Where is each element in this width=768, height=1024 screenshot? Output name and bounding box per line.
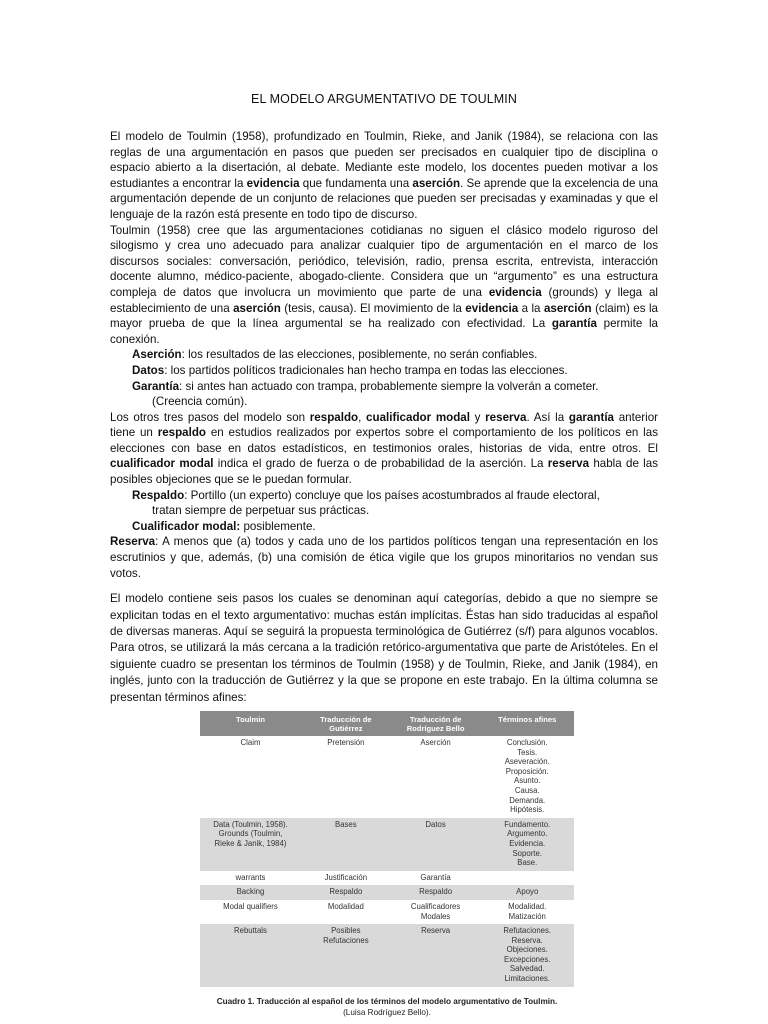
key-term: cualificador modal (366, 410, 470, 424)
paragraph-other-steps (110, 410, 658, 488)
caption-author: (Luisa Rodríguez Bello). (343, 1008, 431, 1017)
example-text: : los partidos políticos tradicionales han hecho trampa en todas las elecciones. (164, 363, 568, 377)
example-text: : A menos que (a) todos y cada uno de los partidos políticos tengan una representación en los escrutinios y que, además, (b) una comisión de ética vigile que los grupos minoritarios no vendan sus votos. (110, 535, 658, 580)
text-run: permite la conexión. (110, 317, 658, 346)
example-modal-qualifier (110, 519, 658, 535)
key-term: evidencia (465, 301, 519, 315)
text-run: indica el grado de fuerza o de probabilidad de la aserción. La (213, 457, 548, 471)
table-cell: Rebuttals (200, 924, 301, 987)
table-cell: Modal qualifiers (200, 900, 301, 924)
table-cell: Respaldo (301, 885, 391, 900)
table-cell: Fundamento. Argumento. Evidencia. Soporte. Base. (480, 818, 574, 871)
text-run: (claim) es la mayor prueba de que la línea argumental se ha realizado con efectividad. La (110, 301, 658, 331)
example-text: posiblemente. (240, 519, 316, 533)
text-run: anterior tiene un (110, 410, 659, 440)
example-warrant (110, 379, 658, 395)
key-term: evidencia (488, 285, 542, 299)
text-run: que fundamenta una (299, 176, 413, 190)
table-cell: Modalidad (301, 900, 391, 924)
key-term: reserva (485, 410, 527, 424)
example-warrant-note: (Creencia común). (152, 395, 248, 409)
example-label: Cualificador modal: (132, 519, 241, 533)
table-header-cell: Traducción de Gutiérrez (301, 711, 391, 736)
table-cell: warrants (200, 871, 301, 886)
table-cell: Apoyo (480, 885, 574, 900)
table-row (200, 924, 574, 987)
text-run: Los otros tres pasos del modelo son (110, 410, 310, 424)
table-header-cell: Toulmin (200, 711, 301, 736)
example-label: Garantía (132, 379, 180, 393)
table-cell: Cualificadores Modales (391, 900, 481, 924)
table-cell: Garantía (391, 871, 481, 886)
text-run: (tesis, causa). El movimiento de la (280, 301, 466, 315)
paragraph-toulmin-1958 (110, 223, 658, 348)
key-term: cualificador modal (110, 457, 214, 471)
table-cell: Datos (391, 818, 481, 871)
example-text: : Portillo (un experto) concluye que los países acostumbrados al fraude electoral, (184, 488, 600, 502)
text-run: El modelo de Toulmin (1958), profundizado en Toulmin, Rieke, and Janik (1984), se relaciona con las reglas de una argumentación en pasos que pueden ser precisados en cualquier tipo de disciplina o espacio abierto a la disertación, al debate. Mediante este modelo, los docentes pueden motivar a los estudiantes a encontrar la (110, 130, 658, 190)
table-header-cell: Traducción de Rodríguez Bello (391, 711, 481, 736)
key-term: aserción (412, 176, 461, 190)
table-row (200, 900, 574, 924)
key-term: aserción (543, 301, 592, 315)
table-cell: Aserción (391, 736, 481, 818)
table-cell: Bases (301, 818, 391, 871)
table-row (200, 818, 574, 871)
table-cell (480, 871, 574, 886)
key-term: reserva (547, 457, 590, 471)
table-cell: Respaldo (391, 885, 481, 900)
table-cell: Modalidad. Matización (480, 900, 574, 924)
example-label: Datos (132, 363, 165, 377)
document-title: EL MODELO ARGUMENTATIVO DE TOULMIN (251, 92, 517, 106)
table-row (200, 885, 574, 900)
key-term: garantía (568, 410, 614, 424)
example-assertion (110, 347, 658, 363)
text-run: habla de las posibles objeciones que se le puedan formular. (110, 457, 659, 487)
paragraph-intro (110, 129, 658, 223)
table-row (200, 736, 574, 818)
table-cell: Justificación (301, 871, 391, 886)
key-term: garantía (551, 317, 597, 331)
text-run: (grounds) y llega al establecimiento de una (110, 285, 658, 315)
table-cell: Pretensión (301, 736, 391, 818)
text-run: . Se aprende que la excelencia de una argumentación depende de un conjunto de relaciones que pueden ser precisadas y examinadas y que el lenguaje de la razón está presente en todo tipo de discurso. (110, 176, 659, 221)
table-cell: Data (Toulmin, 1958). Grounds (Toulmin, Rieke & Janik, 1984) (200, 818, 301, 871)
example-label: Aserción (132, 348, 182, 362)
caption-title: Cuadro 1. Traducción al español de los términos del modelo argumentativo de Toulmin. (216, 997, 558, 1006)
table-header-row (200, 711, 574, 736)
example-backing (110, 488, 658, 504)
example-label: Reserva (110, 535, 156, 549)
key-term: respaldo (157, 426, 207, 440)
example-backing-continued: tratan siempre de perpetuar sus prácticas. (152, 504, 370, 518)
text-run: . Así la (526, 410, 569, 424)
key-term: aserción (233, 301, 281, 315)
table-cell: Claim (200, 736, 301, 818)
terms-table (200, 711, 574, 987)
example-label: Respaldo (132, 488, 185, 502)
table-cell: Refutaciones. Reserva. Objeciones. Excepciones. Salvedad. Limitaciones. (480, 924, 574, 987)
key-term: respaldo (309, 410, 359, 424)
table-caption (200, 996, 574, 1018)
example-text: : si antes han actuado con trampa, probablemente siempre la volverán a cometer. (179, 379, 599, 393)
table-row (200, 871, 574, 886)
text-run: a la (518, 301, 544, 315)
text-run: en estudios realizados por expertos sobre el comportamiento de los políticos en las elecciones con base en datos estadísticos, en testimonios orales, historias de vida, entre otros. El (110, 426, 658, 455)
table-cell: Conclusión. Tesis. Aseveración. Proposición. Asunto. Causa. Demanda. Hipótesis. (480, 736, 574, 818)
table-header-cell: Términos afines (480, 711, 574, 736)
example-text: : los resultados de las elecciones, posiblemente, no serán confiables. (181, 348, 538, 362)
paragraph-categories: El modelo contiene seis pasos los cuales se denominan aquí categorías, debido a que no siempre se explicitan todas en el texto argumentativo: muchas están implícitas. Éstas han sido traducidas al español de diversas maneras. Aquí se seguirá la propuesta terminológica de Gutiérrez (s/f) para algunos vocablos. Para otros, se utilizará la más cercana a la tradición retórico-argumentativa que parte de Aristóteles. En el siguiente cuadro se presentan los términos de Toulmin (1958) y de Toulmin, Rieke, and Janik (1984), en inglés, junto con la traducción de Gutiérrez y la que se propone en este trabajo. En la última columna se presentan términos afines: (110, 592, 658, 704)
text-run: y (469, 410, 486, 424)
table-cell: Backing (200, 885, 301, 900)
document-body (110, 129, 658, 706)
example-data (110, 363, 658, 379)
text-run: Toulmin (1958) cree que las argumentaciones cotidianas no siguen el clásico modelo riguroso del silogismo y crea uno adecuado para analizar cualquier tipo de argumentación en el marco de los discursos sociales: conversación, periódico, televisión, radio, prensa escrita, entrevista, interacción docente alumno, médico-paciente, abogado-cliente. Considera que un “argumento” es una estructura compleja de datos que involucra un movimiento que parte de una (110, 223, 658, 299)
key-term: evidencia (246, 176, 300, 190)
table-cell: Reserva (391, 924, 481, 987)
table-cell: Posibles Refutaciones (301, 924, 391, 987)
example-rebuttal (110, 534, 658, 581)
text-run: , (358, 410, 367, 424)
